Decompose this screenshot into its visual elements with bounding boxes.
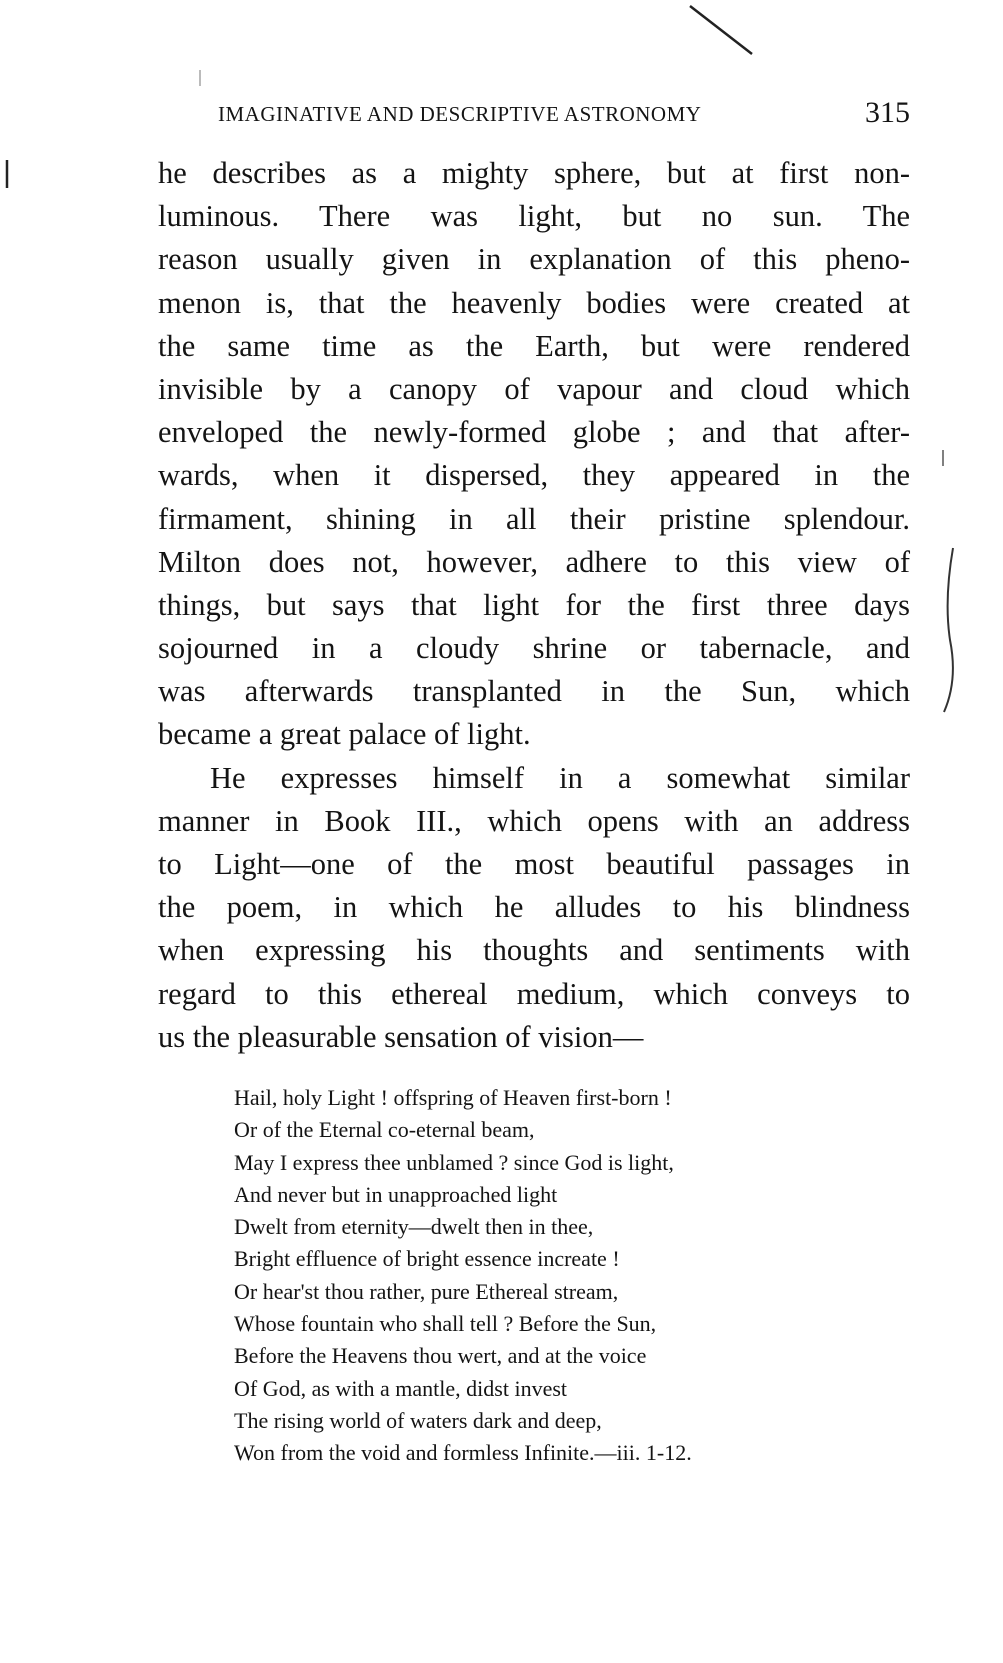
verse-line: Or hear'st thou rather, pure Ethereal stream, [234, 1278, 619, 1304]
verse-line: Or of the Eternal co-eternal beam, [234, 1117, 535, 1143]
text-line: the same time as the Earth, but were rendered [158, 328, 910, 363]
verse-line: And never but in unapproached light [234, 1181, 558, 1207]
text-line: He expresses himself in a somewhat similar [210, 760, 910, 795]
text-line: luminous. There was light, but no sun. The [158, 199, 910, 234]
page-number: 315 [865, 96, 910, 129]
text-line: when expressing his thoughts and sentiments with [158, 933, 910, 968]
text-line: he describes as a mighty sphere, but at first non- [158, 156, 910, 190]
text-line: wards, when it dispersed, they appeared in the [158, 458, 910, 493]
paragraph-1 [158, 152, 910, 757]
verse-line: Before the Heavens thou wert, and at the voice [234, 1343, 647, 1369]
verse-line: May I express thee unblamed ? since God is light, [234, 1149, 674, 1175]
verse-line: The rising world of waters dark and deep, [234, 1407, 602, 1433]
text-line: Milton does not, however, adhere to this view of [158, 544, 910, 579]
running-head-title: IMAGINATIVE AND DESCRIPTIVE ASTRONOMY [218, 102, 702, 126]
text-line: the poem, in which he alludes to his blindness [158, 890, 910, 925]
running-head [218, 96, 910, 136]
text-line: us the pleasurable sensation of vision— [158, 1019, 644, 1054]
verse-line: Bright effluence of bright essence increate ! [234, 1246, 620, 1272]
verse-line: Dwelt from eternity—dwelt then in thee, [234, 1214, 594, 1240]
text-line: to Light—one of the most beautiful passages in [158, 847, 910, 881]
right-margin-bracket [944, 548, 953, 712]
text-line: sojourned in a cloudy shrine or tabernacle, and [158, 631, 910, 666]
text-line: was afterwards transplanted in the Sun, which [158, 674, 910, 709]
text-line: invisible by a canopy of vapour and cloud which [158, 371, 910, 406]
corner-stroke [690, 6, 752, 54]
text-line: enveloped the newly-formed globe ; and that after- [158, 415, 910, 450]
verse-quotation [234, 1082, 874, 1470]
text-line: menon is, that the heavenly bodies were created at [158, 285, 910, 320]
text-line: firmament, shining in all their pristine splendour. [158, 501, 910, 536]
verse-line: Whose fountain who shall tell ? Before the Sun, [234, 1311, 657, 1337]
body-text [158, 152, 910, 1059]
text-line: things, but says that light for the first three days [158, 587, 910, 622]
text-line: reason usually given in explanation of this pheno- [158, 242, 910, 277]
verse-line: Of God, as with a mantle, didst invest [234, 1375, 568, 1401]
text-line: manner in Book III., which opens with an address [158, 803, 910, 838]
paragraph-2 [158, 757, 910, 1059]
verse-line: Won from the void and formless Infinite.—iii. 1-12. [234, 1440, 692, 1466]
text-line: regard to this ethereal medium, which conveys to [158, 976, 910, 1011]
text-line: became a great palace of light. [158, 717, 531, 752]
verse-line: Hail, holy Light ! offspring of Heaven first-born ! [234, 1085, 672, 1110]
